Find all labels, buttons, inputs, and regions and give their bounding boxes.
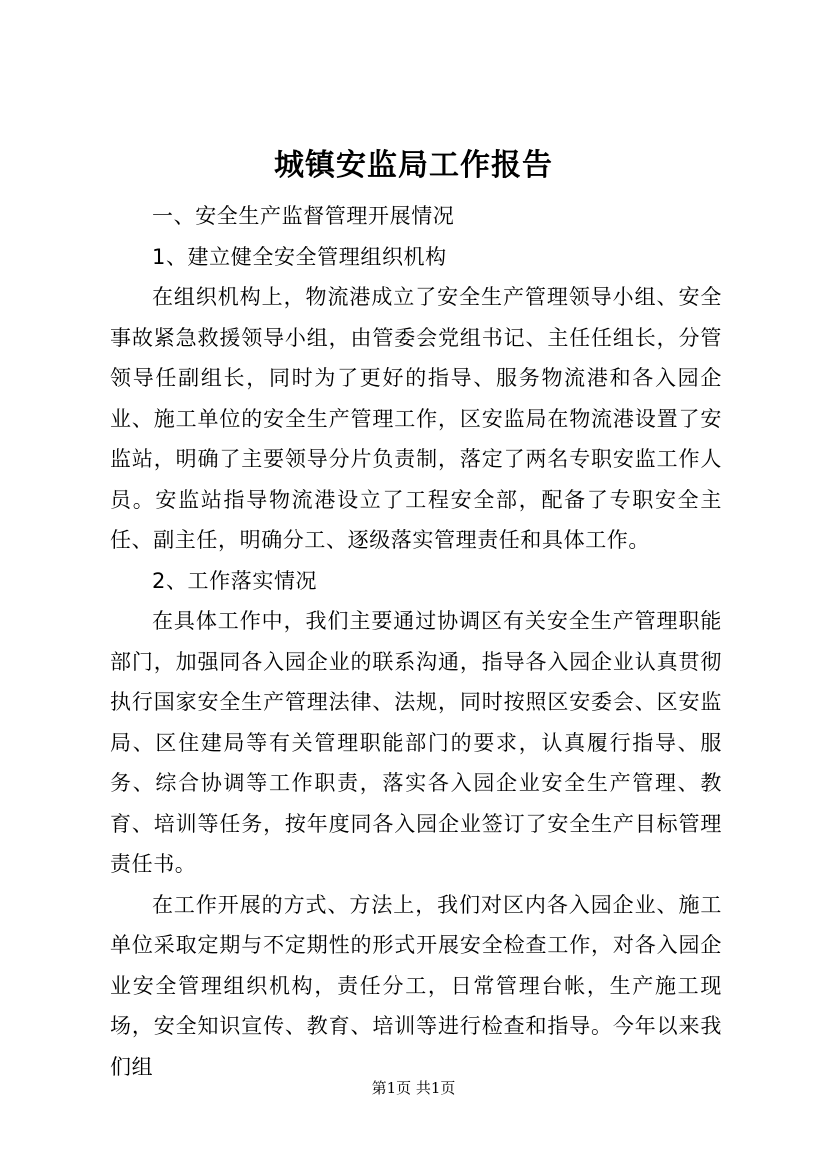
page-footer: 第1页 共1页 [371, 1079, 456, 1097]
body-paragraph: 在工作开展的方式、方法上，我们对区内各入园企业、施工单位采取定期与不定期性的形式开展安全检查工作，对各入园企业安全管理组织机构，责任分工，日常管理台帐，生产施工现场，安全知识宣传、教育、培训等进行检查和指导。今年以来我们组 [110, 892, 722, 1079]
body-paragraph: 在组织机构上，物流港成立了安全生产管理领导小组、安全事故紧急救援领导小组，由管委会党组书记、主任任组长，分管领导任副组长，同时为了更好的指导、服务物流港和各入园企业、施工单位的安全生产管理工作，区安监局在物流港设置了安监站，明确了主要领导分片负责制，落定了两名专职安监工作人员。安监站指导物流港设立了工程安全部，配备了专职安全主任、副主任，明确分工、逐级落实管理责任和具体工作。 [110, 285, 722, 552]
body-paragraph: 在具体工作中，我们主要通过协调区有关安全生产管理职能部门，加强同各入园企业的联系沟通，指导各入园企业认真贯彻执行国家安全生产管理法律、法规，同时按照区安委会、区安监局、区住建局等有关管理职能部门的要求，认真履行指导、服务、综合协调等工作职责，落实各入园企业安全生产管理、教育、培训等任务，按年度同各入园企业签订了安全生产目标管理责任书。 [110, 609, 722, 876]
document-title: 城镇安监局工作报告 [274, 148, 553, 183]
section-heading: 一、安全生产监督管理开展情况 [152, 204, 455, 228]
document-body [110, 196, 722, 1087]
subsection-heading: 2、工作落实情况 [152, 568, 318, 593]
subsection-heading: 1、建立健全安全管理组织机构 [152, 244, 447, 269]
